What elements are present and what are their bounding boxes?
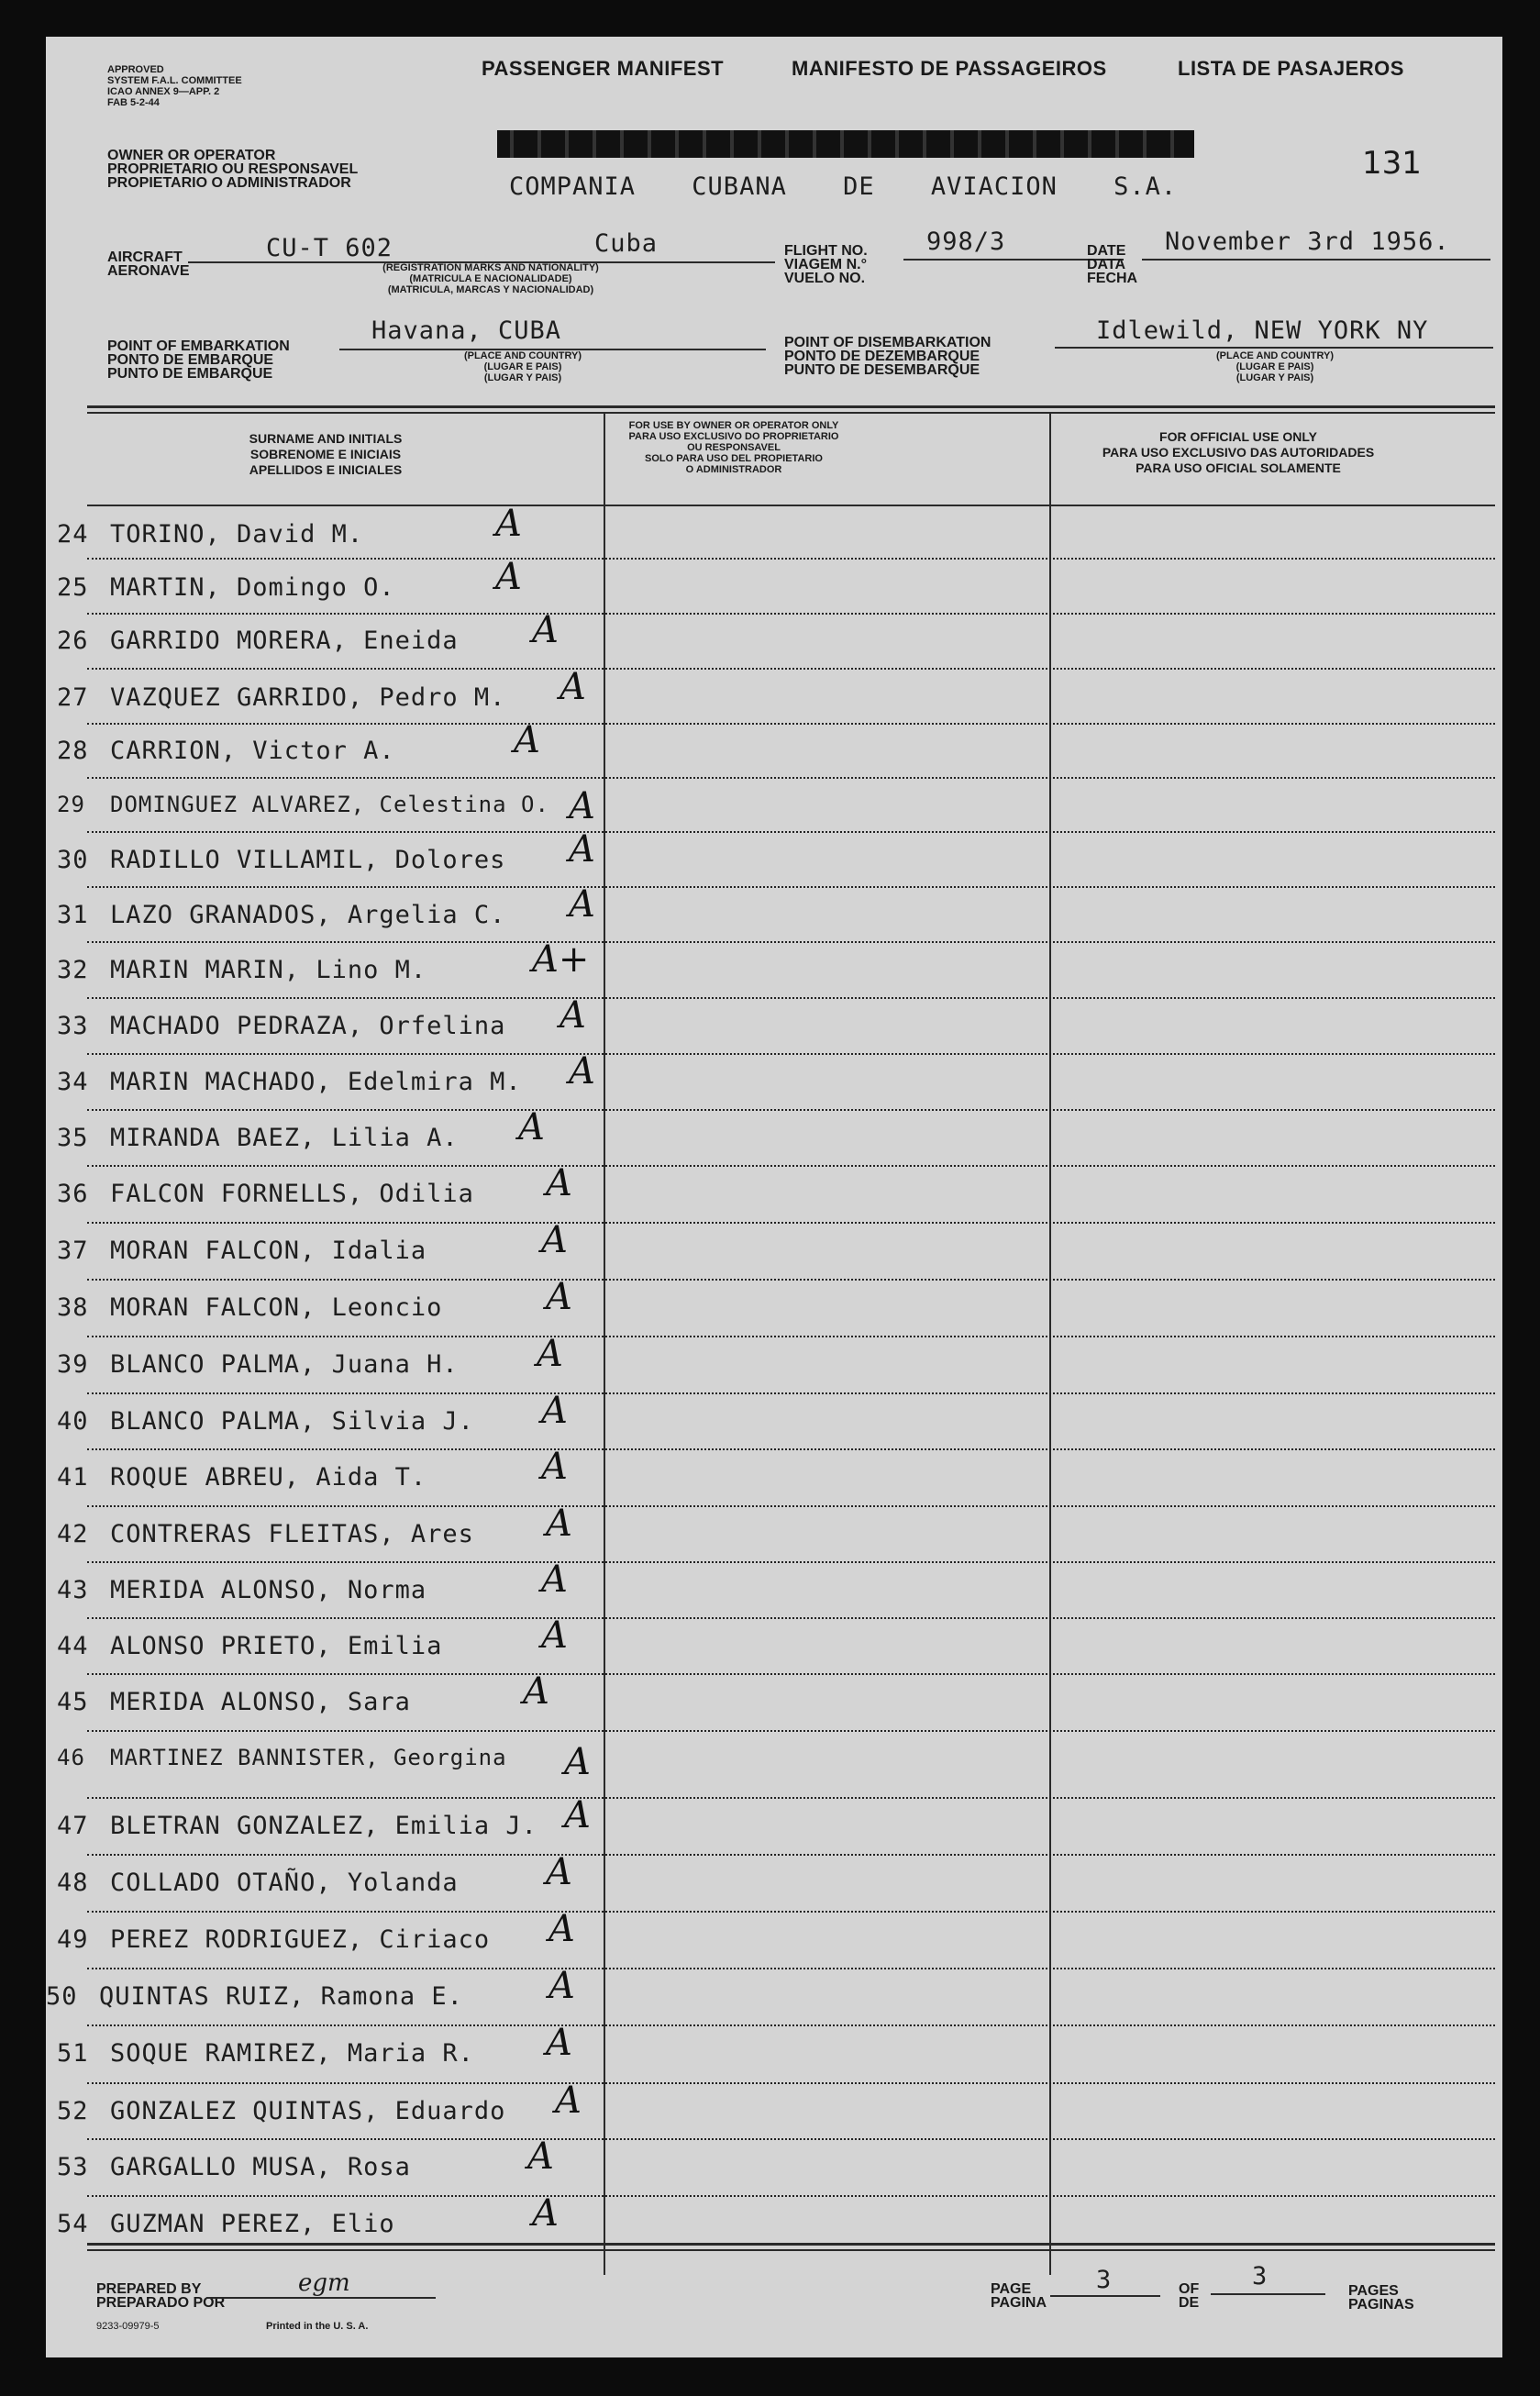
check-mark: A (537, 1333, 563, 1375)
aircraft-nationality: Cuba (594, 229, 659, 258)
disembarkation-sublabel: (PLACE AND COUNTRY) (LUGAR E PAIS) (LUGAR Y PAIS) (1215, 350, 1335, 383)
list-item: 44 ALONSO PRIETO, Emilia (57, 1632, 443, 1660)
flight-date: November 3rd 1956. (1165, 227, 1450, 256)
check-mark: A (532, 2192, 559, 2235)
aircraft-registration: CU-T 602 (266, 234, 393, 262)
operator-name: COMPANIA CUBANA DE AVIACION S.A. (509, 172, 1178, 201)
printed-note: Printed in the U. S. A. (266, 2321, 369, 2332)
list-item: 53 GARGALLO MUSA, Rosa (57, 2153, 411, 2181)
aircraft-label: AIRCRAFT AERONAVE (107, 250, 190, 279)
manifest-sheet (46, 37, 1502, 2357)
list-item: 36 FALCON FORNELLS, Odilia (57, 1180, 474, 1208)
check-mark: A (514, 719, 540, 761)
list-item: 43 MERIDA ALONSO, Norma (57, 1576, 427, 1604)
column-header-official: FOR OFFICIAL USE ONLY PARA USO EXCLUSIVO DAS AUTORIDADES PARA USO OFICIAL SOLAMENTE (1102, 429, 1375, 475)
check-mark: A (569, 883, 595, 926)
page-id-number: 131 (1362, 145, 1422, 182)
check-mark: A (495, 503, 522, 545)
prepared-by-initials: egm (298, 2269, 350, 2297)
list-item: 42 CONTRERAS FLEITAS, Ares (57, 1520, 474, 1548)
list-item: 40 BLANCO PALMA, Silvia J. (57, 1407, 474, 1436)
flight-label: FLIGHT NO. VIAGEM N.° VUELO NO. (784, 243, 868, 286)
check-mark: A (559, 994, 586, 1037)
check-mark: A (564, 1741, 591, 1783)
check-mark: A (569, 785, 595, 827)
check-mark: A (559, 666, 586, 708)
list-item: 33 MACHADO PEDRAZA, Orfelina (57, 1012, 506, 1040)
check-mark: A (564, 1794, 591, 1836)
check-mark: A (569, 1050, 595, 1093)
check-mark: A (569, 828, 595, 871)
list-item: 50 QUINTAS RUIZ, Ramona E. (46, 1982, 463, 2011)
list-item: 47 BLETRAN GONZALEZ, Emilia J. (57, 1812, 537, 1840)
list-item: 51 SOQUE RAMIREZ, Maria R. (57, 2039, 474, 2068)
check-mark: A (548, 1965, 575, 2007)
embarkation-sublabel: (PLACE AND COUNTRY) (LUGAR E PAIS) (LUGAR Y PAIS) (463, 350, 582, 383)
page-number: 3 (1096, 2266, 1113, 2294)
embarkation-point: Havana, CUBA (371, 316, 562, 345)
list-item: 54 GUZMAN PEREZ, Elio (57, 2210, 395, 2238)
list-item: 30 RADILLO VILLAMIL, Dolores (57, 846, 506, 874)
struck-printed-name (497, 130, 1194, 161)
disembarkation-point: Idlewild, NEW YORK NY (1096, 316, 1429, 345)
check-mark: A (532, 609, 559, 651)
list-item: 39 BLANCO PALMA, Juana H. (57, 1350, 459, 1379)
check-mark: A (527, 2135, 554, 2178)
list-item: 32 MARIN MARIN, Lino M. (57, 956, 427, 984)
list-item: 48 COLLADO OTAÑO, Yolanda (57, 1869, 459, 1897)
check-mark: A (541, 1390, 568, 1432)
check-mark: A (546, 1503, 572, 1545)
column-header-names: SURNAME AND INITIALS SOBRENOME E INICIAIS APELLIDOS E INICIALES (249, 431, 403, 477)
list-item: 38 MORAN FALCON, Leoncio (57, 1293, 443, 1322)
check-mark: A (546, 2022, 572, 2064)
check-mark: A+ (532, 938, 590, 981)
list-item: 28 CARRION, Victor A. (57, 737, 395, 765)
total-pages: 3 (1252, 2262, 1269, 2291)
check-mark: A (546, 1276, 572, 1318)
check-mark: A (546, 1162, 572, 1204)
check-mark: A (541, 1559, 568, 1601)
list-item: 24 TORINO, David M. (57, 520, 364, 549)
list-item: 26 GARRIDO MORERA, Eneida (57, 627, 459, 655)
list-item: 46 MARTINEZ BANNISTER, Georgina (57, 1745, 507, 1770)
date-label: DATE DATA FECHA (1087, 243, 1138, 286)
check-mark: A (541, 1446, 568, 1488)
page-label: PAGE PAGINA (991, 2281, 1047, 2311)
list-item: 27 VAZQUEZ GARRIDO, Pedro M. (57, 683, 506, 712)
embarkation-label: POINT OF EMBARKATION PONTO DE EMBARQUE PUNTO DE EMBARQUE (107, 338, 290, 382)
check-mark: A (546, 1851, 572, 1893)
check-mark: A (555, 2080, 582, 2122)
disembarkation-label: POINT OF DISEMBARKATION PONTO DE DEZEMBARQUE PUNTO DE DESEMBARQUE (784, 335, 992, 378)
check-mark: A (541, 1614, 568, 1657)
owner-label: OWNER OR OPERATOR PROPRIETARIO OU RESPONSAVEL PROPIETARIO O ADMINISTRADOR (107, 148, 359, 191)
list-item: 34 MARIN MACHADO, Edelmira M. (57, 1068, 522, 1096)
list-item: 52 GONZALEZ QUINTAS, Eduardo (57, 2097, 506, 2125)
check-mark: A (541, 1219, 568, 1261)
flight-number: 998/3 (926, 227, 1006, 256)
check-mark: A (523, 1670, 549, 1713)
of-label: OF DE (1179, 2281, 1200, 2311)
list-item: 29 DOMINGUEZ ALVAREZ, Celestina O. (57, 792, 549, 817)
title-portuguese: MANIFESTO DE PASSAGEIROS (792, 57, 1107, 80)
prepared-by-label: PREPARED BY PREPARADO POR (96, 2281, 226, 2311)
list-item: 35 MIRANDA BAEZ, Lilia A. (57, 1124, 459, 1152)
list-item: 25 MARTIN, Domingo O. (57, 573, 395, 602)
title-spanish: LISTA DE PASAJEROS (1178, 57, 1404, 80)
column-header-owner: FOR USE BY OWNER OR OPERATOR ONLY PARA USO EXCLUSIVO DO PROPRIETARIO OU RESPONSAVEL SOLO PARA USO DEL PROPIETARIO O ADMINISTRADOR (628, 420, 839, 475)
check-mark: A (548, 1908, 575, 1950)
list-item: 49 PEREZ RODRIGUEZ, Ciriaco (57, 1925, 491, 1954)
pages-label: PAGES PAGINAS (1348, 2283, 1414, 2313)
title-english: PASSENGER MANIFEST (482, 57, 725, 80)
list-item: 31 LAZO GRANADOS, Argelia C. (57, 901, 506, 929)
list-item: 41 ROQUE ABREU, Aida T. (57, 1463, 427, 1492)
approval-block: APPROVED SYSTEM F.A.L. COMMITTEE ICAO ANNEX 9—APP. 2 FAB 5-2-44 (107, 64, 242, 108)
check-mark: A (518, 1106, 545, 1148)
check-mark: A (495, 556, 522, 598)
list-item: 37 MORAN FALCON, Idalia (57, 1237, 427, 1265)
aircraft-sublabel: (REGISTRATION MARKS AND NATIONALITY) (MATRICULA E NACIONALIDADE) (MATRICULA, MARCAS Y NACIONALIDAD) (382, 262, 599, 295)
form-number: 9233-09979-5 (96, 2321, 160, 2332)
list-item: 45 MERIDA ALONSO, Sara (57, 1688, 411, 1716)
